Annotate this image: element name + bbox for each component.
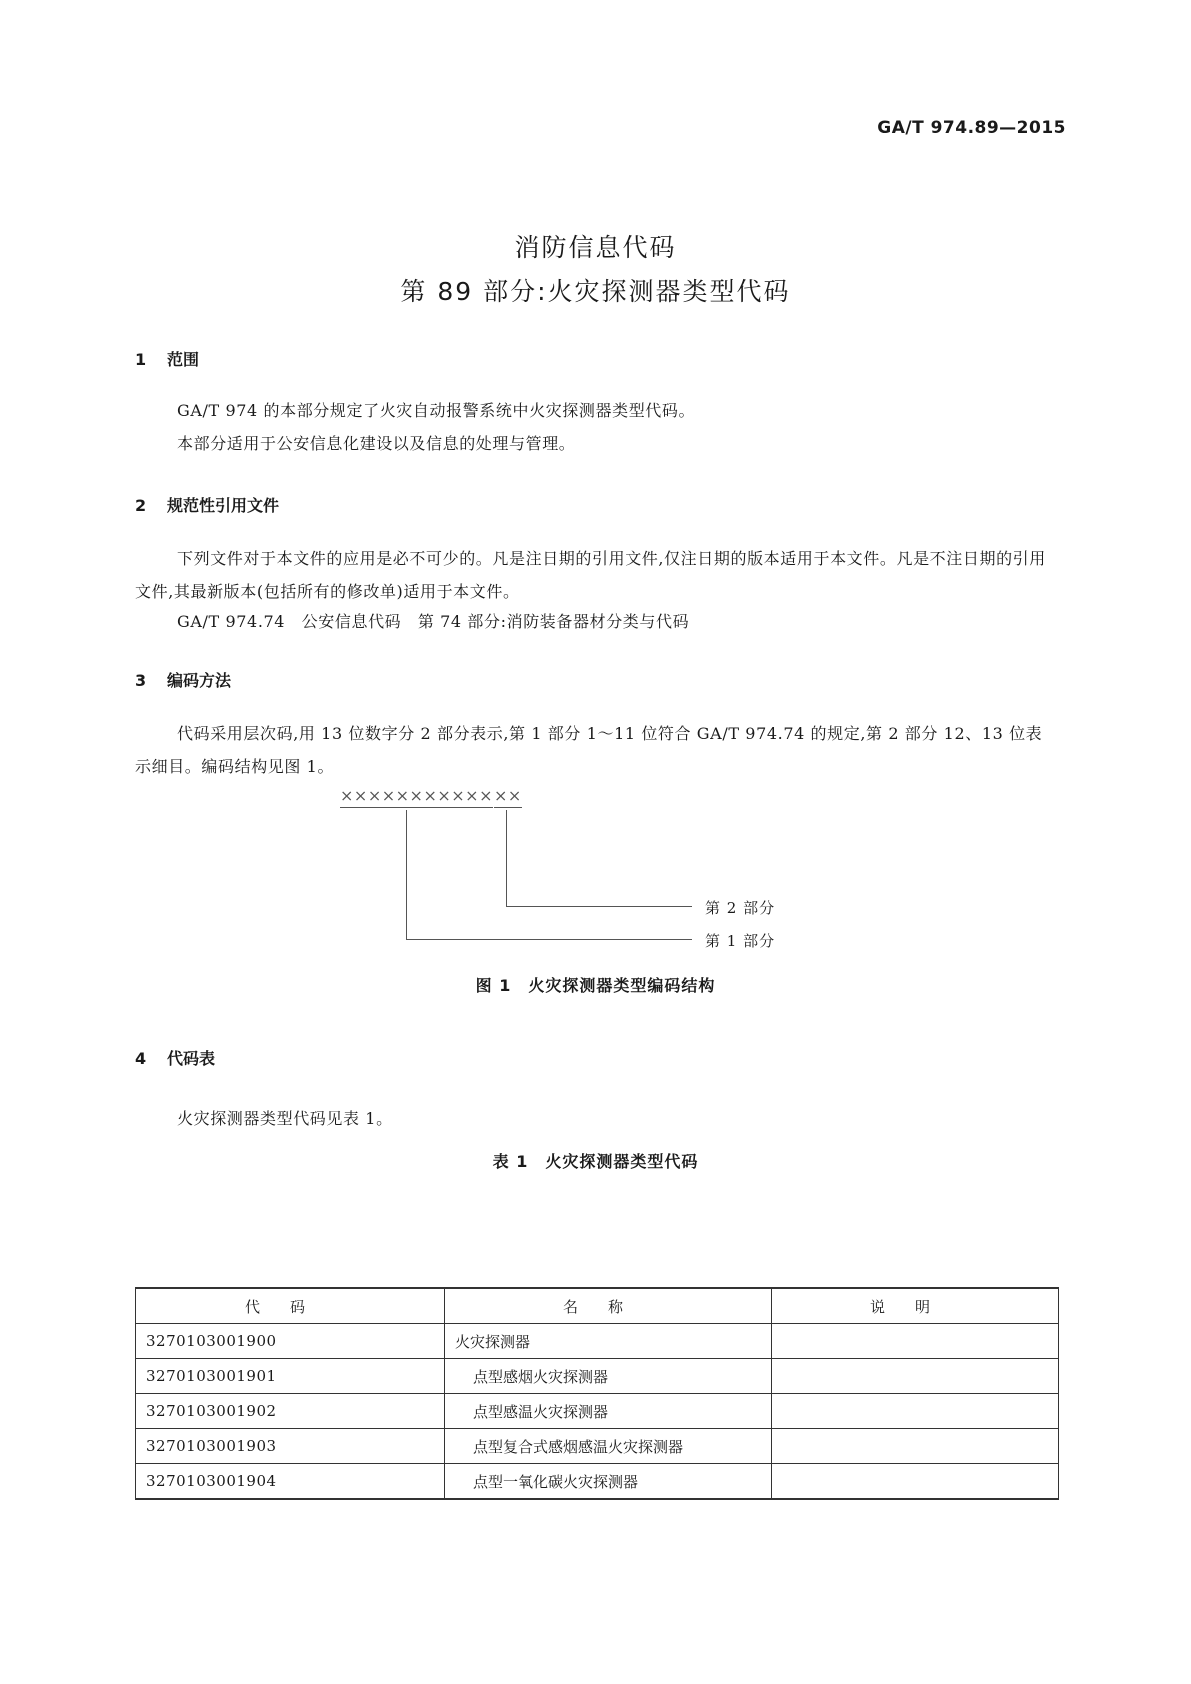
part2-placeholder: ×× <box>494 786 522 805</box>
section-title: 规范性引用文件 <box>167 496 280 515</box>
part2-label: 第 2 部分 <box>705 899 776 917</box>
code-cell: 3270103001900 <box>136 1324 445 1359</box>
connector-line <box>406 810 407 939</box>
table-header-row <box>136 1288 1059 1324</box>
standard-number: GA/T 974.89—2015 <box>877 118 1066 138</box>
paragraph: 本部分适用于公安信息化建设以及信息的处理与管理。 <box>177 434 576 453</box>
section-title: 代码表 <box>167 1049 216 1068</box>
figure-caption: 图 1 火灾探测器类型编码结构 <box>475 976 716 995</box>
table-row <box>136 1394 1059 1429</box>
table-row <box>136 1359 1059 1394</box>
table-row <box>136 1429 1059 1464</box>
name-cell: 点型感烟火灾探测器 <box>445 1359 772 1394</box>
paragraph-text: 下列文件对于本文件的应用是必不可少的。凡是注日期的引用文件,仅注日期的版本适用于本文件。凡是不注日期的引用文件,其最新版本(包括所有的修改单)适用于本文件。 <box>135 549 1046 601</box>
code-cell: 3270103001903 <box>136 1429 445 1464</box>
paragraph <box>135 717 1056 783</box>
column-header-name: 名称 <box>445 1288 772 1324</box>
note-cell <box>772 1324 1059 1359</box>
section-heading-code-table <box>135 1046 215 1069</box>
name-cell: 点型一氧化碳火灾探测器 <box>445 1464 772 1500</box>
note-cell <box>772 1359 1059 1394</box>
column-header-note: 说明 <box>772 1288 1059 1324</box>
reference-entry: GA/T 974.74 公安信息代码 第 74 部分:消防装备器材分类与代码 <box>177 612 690 631</box>
section-number: 1 <box>135 350 147 369</box>
part1-label: 第 1 部分 <box>705 932 776 950</box>
name-cell: 点型感温火灾探测器 <box>445 1394 772 1429</box>
note-cell <box>772 1429 1059 1464</box>
document-title: 消防信息代码 <box>514 233 677 262</box>
code-cell: 3270103001902 <box>136 1394 445 1429</box>
section-title: 编码方法 <box>167 671 232 690</box>
section-heading-normative-references <box>135 493 279 516</box>
note-cell <box>772 1464 1059 1500</box>
table-caption: 表 1 火灾探测器类型代码 <box>492 1152 699 1171</box>
column-header-code: 代码 <box>136 1288 445 1324</box>
section-number: 3 <box>135 671 147 690</box>
section-number: 4 <box>135 1049 147 1068</box>
paragraph: 火灾探测器类型代码见表 1。 <box>177 1109 393 1128</box>
note-cell <box>772 1394 1059 1429</box>
paragraph-text: 代码采用层次码,用 13 位数字分 2 部分表示,第 1 部分 1～11 位符合 GA/T 974.74 的规定,第 2 部分 12、13 位表示细目。编码结构见图 1。 <box>135 724 1043 776</box>
document-subtitle: 第 89 部分:火灾探测器类型代码 <box>400 277 791 306</box>
code-cell: 3270103001904 <box>136 1464 445 1500</box>
name-cell: 点型复合式感烟感温火灾探测器 <box>445 1429 772 1464</box>
paragraph <box>135 542 1056 608</box>
section-heading-coding-method <box>135 668 231 691</box>
code-cell: 3270103001901 <box>136 1359 445 1394</box>
connector-line <box>506 810 507 906</box>
section-title: 范围 <box>167 350 200 369</box>
section-heading-scope <box>135 347 199 370</box>
paragraph: GA/T 974 的本部分规定了火灾自动报警系统中火灾探测器类型代码。 <box>177 401 696 420</box>
table-row <box>136 1324 1059 1359</box>
connector-line <box>506 906 692 907</box>
name-cell: 火灾探测器 <box>445 1324 772 1359</box>
part1-placeholder: ××××××××××× <box>340 786 493 805</box>
section-number: 2 <box>135 496 147 515</box>
connector-line <box>406 939 692 940</box>
code-table <box>135 1287 1059 1500</box>
table-row <box>136 1464 1059 1500</box>
